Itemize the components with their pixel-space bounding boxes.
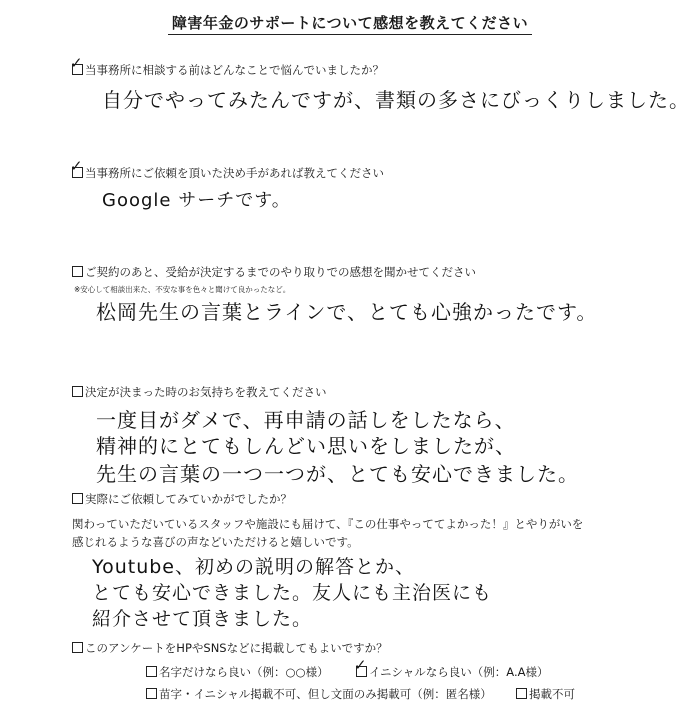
checkbox-surname-only[interactable]: [146, 666, 157, 677]
question-3-note: ※安心して相談出来た、不安な事を色々と聞けて良かったなど。: [74, 285, 291, 294]
question-5-intro-line-2: 感じれるような喜びの声などいただけると嬉しいです。: [72, 535, 359, 549]
check-mark-icon: ✓: [354, 656, 367, 674]
answer-4-line-1: 一度目がダメで、再申請の話しをしたなら、: [96, 408, 516, 432]
checkbox-no-publish[interactable]: [516, 688, 527, 699]
answer-3: 松岡先生の言葉とラインで、とても心強かったです。: [96, 300, 598, 324]
answer-5-line-2: とても安心できました。友人にも主治医にも: [92, 582, 493, 604]
answer-2: Google サーチです。: [102, 190, 291, 211]
question-3: [72, 264, 476, 280]
option-surname-only[interactable]: 名字だけなら良い（例：○○様）: [146, 664, 329, 680]
question-6-text: このアンケートをHPやSNSなどに掲載してもよいですか？: [85, 641, 388, 655]
checkbox-q6[interactable]: [72, 642, 83, 653]
option-no-publish[interactable]: 掲載不可: [516, 686, 575, 702]
question-4: [72, 384, 327, 400]
question-5-text: 実際にご依頼してみていかがでしたか？: [85, 492, 292, 506]
question-1-text: 当事務所に相談する前はどんなことで悩んでいましたか？: [85, 63, 384, 77]
check-mark-icon: ✓: [70, 54, 83, 72]
option-text-only[interactable]: 苗字・イニシャル掲載不可、但し文面のみ掲載可（例：匿名様）: [146, 686, 492, 702]
checkbox-q4[interactable]: [72, 386, 83, 397]
check-mark-icon: ✓: [70, 157, 83, 175]
checkbox-initials[interactable]: [354, 656, 367, 677]
question-1: [70, 54, 384, 78]
question-5: [72, 491, 292, 507]
question-2: [70, 157, 384, 181]
answer-4-line-2: 精神的にとてもしんどい思いをしましたが、: [96, 434, 516, 458]
question-2-text: 当事務所にご依頼を頂いた決め手があれば教えてください: [85, 166, 384, 180]
answer-5-line-1: Youtube、初めの説明の解答とか、: [92, 556, 415, 578]
option-initials[interactable]: ✓ イニシャルなら良い（例：A.A様）: [354, 656, 549, 679]
checkbox-text-only[interactable]: [146, 688, 157, 699]
question-4-text: 決定が決まった時のお気持ちを教えてください: [85, 385, 327, 399]
question-3-text: ご契約のあと、受給が決定するまでのやり取りでの感想を聞かせてください: [85, 265, 476, 279]
checkbox-q3[interactable]: [72, 266, 83, 277]
survey-title: 障害年金のサポートについて感想を教えてください: [0, 12, 700, 33]
question-6: [72, 640, 388, 656]
answer-1: 自分でやってみたんですが、書類の多さにびっくりしました。: [102, 88, 690, 112]
checkbox-q1[interactable]: [70, 54, 83, 75]
answer-4-line-3: 先生の言葉の一つ一つが、とても安心できました。: [96, 462, 579, 486]
question-5-intro-line-1: 関わっていただいているスタッフや施設にも届けて、『この仕事やっててよかった！』とやりがいを: [72, 517, 584, 531]
checkbox-q2[interactable]: [70, 157, 83, 178]
checkbox-q5[interactable]: [72, 493, 83, 504]
answer-5-line-3: 紹介させて頂きました。: [92, 608, 313, 630]
